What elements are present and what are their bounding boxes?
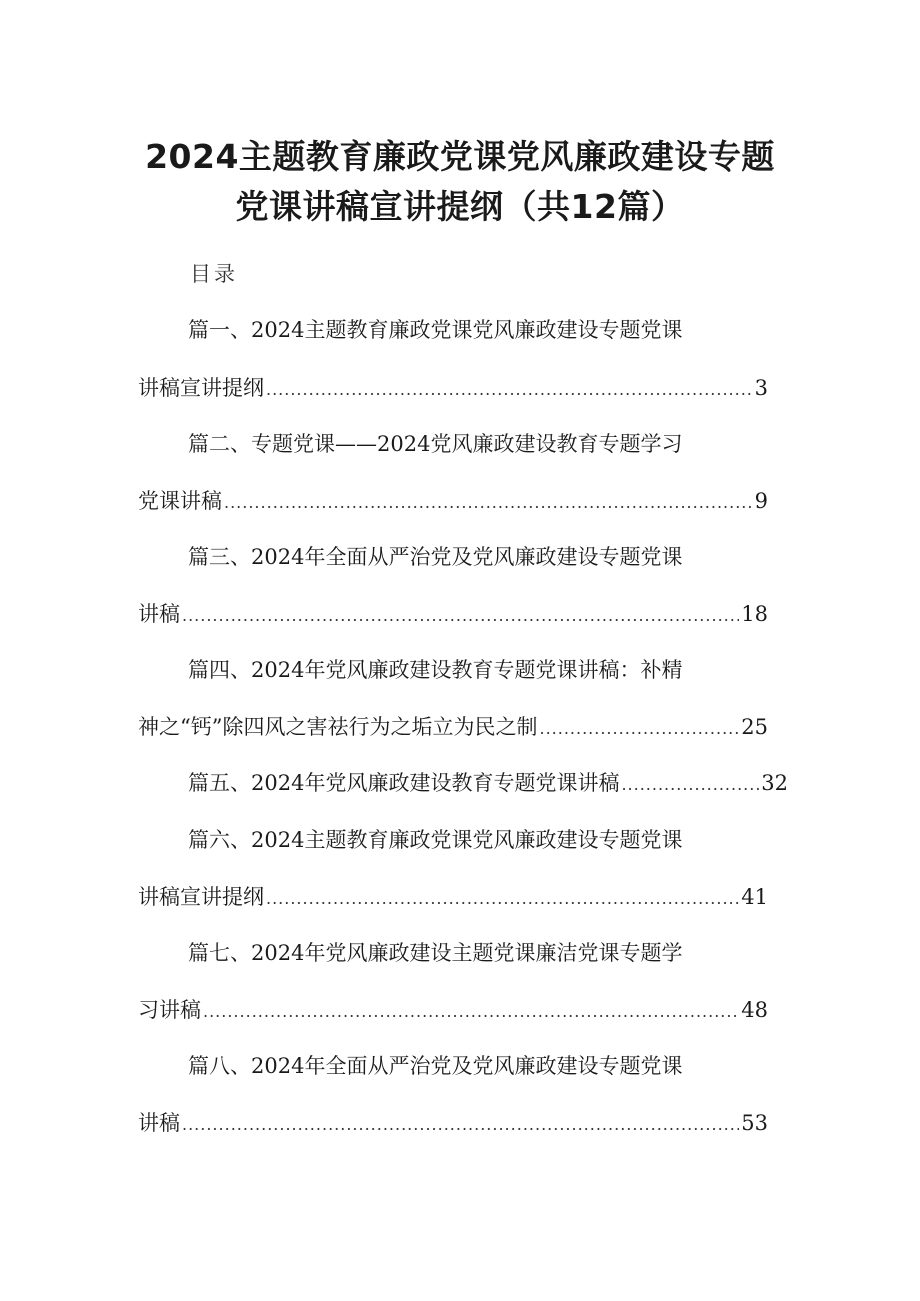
toc-entry-2-leader — [224, 495, 753, 511]
toc-entry-1-title-cont: 讲稿宣讲提纲 — [138, 376, 264, 400]
toc-entry-4-title: 篇四、2024年党风廉政建设教育专题党课讲稿：补精 — [188, 658, 683, 682]
toc-entry-7-leader — [203, 1004, 739, 1020]
toc-entry-8-leader — [182, 1117, 739, 1133]
toc-entry-2-title-cont: 党课讲稿 — [138, 489, 222, 513]
toc-entry-7-page: 48 — [741, 998, 768, 1022]
toc-entry-8-page: 53 — [741, 1111, 768, 1135]
toc-entry-8-title-cont: 讲稿 — [138, 1111, 180, 1135]
toc-entry-7-title: 篇七、2024年党风廉政建设主题党课廉洁党课专题学 — [188, 941, 683, 965]
toc-entry-1-page: 3 — [754, 376, 768, 400]
toc-entry-4-continuation — [138, 717, 768, 738]
toc-entry-2-page: 9 — [754, 489, 768, 513]
toc-entry-5-leader — [621, 777, 759, 793]
toc-entry-7-title-cont: 习讲稿 — [138, 998, 201, 1022]
toc-entry-1-continuation — [138, 378, 768, 399]
toc-entry-6-continuation — [138, 887, 768, 908]
toc-entry-3-continuation — [138, 604, 768, 625]
toc-entry-3-leader — [182, 608, 739, 624]
toc-entry-2-continuation — [138, 491, 768, 512]
toc-entry-6-page: 41 — [741, 885, 768, 909]
toc-entry-3-title-cont: 讲稿 — [138, 602, 180, 626]
toc-entry-8-continuation — [138, 1113, 768, 1134]
toc-heading: 目录 — [190, 262, 238, 286]
toc-entry-5-page: 32 — [761, 771, 788, 795]
toc-entry-7-continuation — [138, 1000, 768, 1021]
toc-entry-3-page: 18 — [741, 602, 768, 626]
toc-entry-6-title: 篇六、2024主题教育廉政党课党风廉政建设专题党课 — [188, 828, 683, 852]
toc-entry-6-title-cont: 讲稿宣讲提纲 — [138, 885, 264, 909]
toc-entry-1-title: 篇一、2024主题教育廉政党课党风廉政建设专题党课 — [188, 318, 683, 342]
toc-entry-6-leader — [266, 891, 739, 907]
toc-entry-5 — [188, 773, 788, 794]
toc-entry-2-title: 篇二、专题党课——2024党风廉政建设教育专题学习 — [188, 432, 683, 456]
toc-entry-4-page: 25 — [741, 715, 768, 739]
toc-entry-5-title: 篇五、2024年党风廉政建设教育专题党课讲稿 — [188, 771, 620, 795]
toc-entry-8-title: 篇八、2024年全面从严治党及党风廉政建设专题党课 — [188, 1054, 683, 1078]
toc-entry-3-title: 篇三、2024年全面从严治党及党风廉政建设专题党课 — [188, 545, 683, 569]
toc-entry-1-leader — [266, 382, 753, 398]
toc-entry-4-leader — [539, 721, 739, 737]
document-title-line-1: 2024主题教育廉政党课党风廉政建设专题 — [145, 137, 775, 176]
document-title-line-2: 党课讲稿宣讲提纲（共12篇） — [235, 187, 685, 226]
toc-entry-4-title-cont: 神之“钙”除四风之害祛行为之垢立为民之制 — [138, 715, 538, 739]
